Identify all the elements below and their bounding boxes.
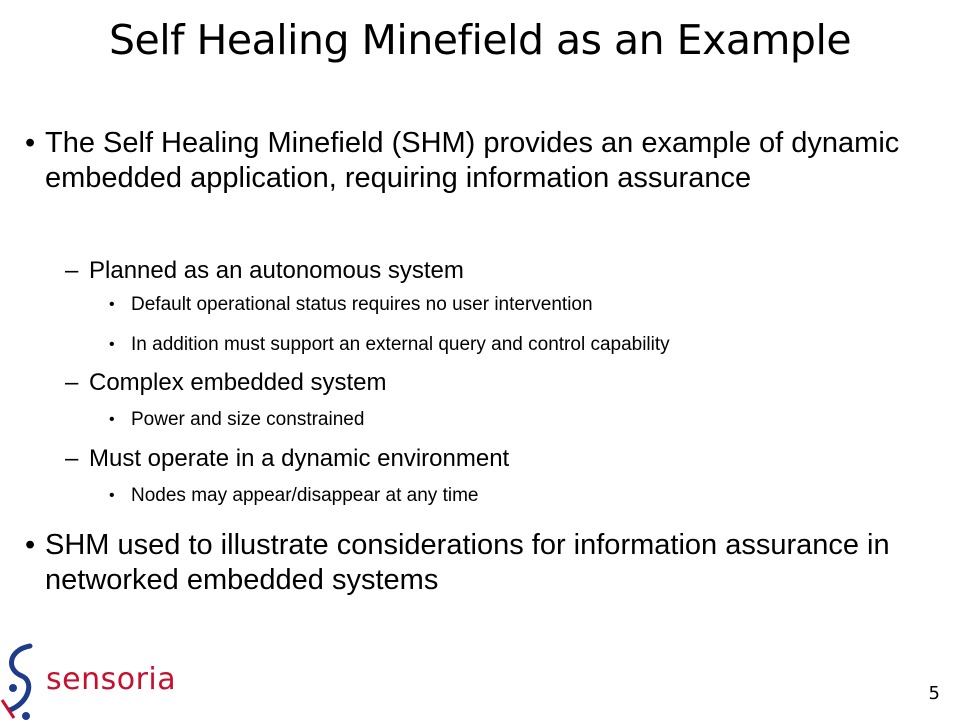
dash-icon: – [65, 257, 79, 284]
bullet-item [25, 528, 915, 598]
sub-sub-bullet-item [109, 332, 670, 358]
bullet-icon: • [25, 127, 36, 159]
bullet-text: The Self Healing Minefield (SHM) provides an example of dynamic embedded application, requiring information assurance [45, 127, 900, 194]
sensoria-logo-mark [0, 640, 50, 720]
bullet-item [25, 126, 915, 196]
sub-sub-bullet-text: Power and size constrained [131, 409, 365, 430]
sub-bullet-item [65, 256, 464, 286]
bullet-icon: • [109, 296, 115, 313]
slide-title: Self Healing Minefield as an Example [108, 16, 852, 64]
logo-text: sensoria [46, 662, 177, 697]
sub-sub-bullet-text: Nodes may appear/disappear at any time [131, 485, 479, 506]
sub-sub-bullet-item [109, 483, 479, 509]
dash-icon: – [65, 445, 79, 472]
sub-sub-bullet-item [109, 292, 593, 318]
sensoria-logo [0, 640, 177, 720]
bullet-icon: • [109, 336, 115, 353]
bullet-icon: • [109, 487, 115, 504]
page-number: 5 [928, 683, 940, 704]
sub-bullet-item [65, 368, 387, 398]
sub-bullet-text: Planned as an autonomous system [89, 257, 464, 284]
sub-sub-bullet-item [109, 407, 365, 433]
sub-sub-bullet-text: In addition must support an external query and control capability [131, 334, 670, 355]
bullet-text: SHM used to illustrate considerations for information assurance in networked embedded systems [45, 529, 890, 596]
dash-icon: – [65, 369, 79, 396]
bullet-icon: • [25, 529, 36, 561]
sub-bullet-item [65, 444, 510, 474]
sub-sub-bullet-text: Default operational status requires no user intervention [131, 294, 593, 315]
bullet-icon: • [109, 411, 115, 428]
sub-bullet-text: Complex embedded system [89, 369, 387, 396]
sub-bullet-text: Must operate in a dynamic environment [89, 445, 510, 472]
